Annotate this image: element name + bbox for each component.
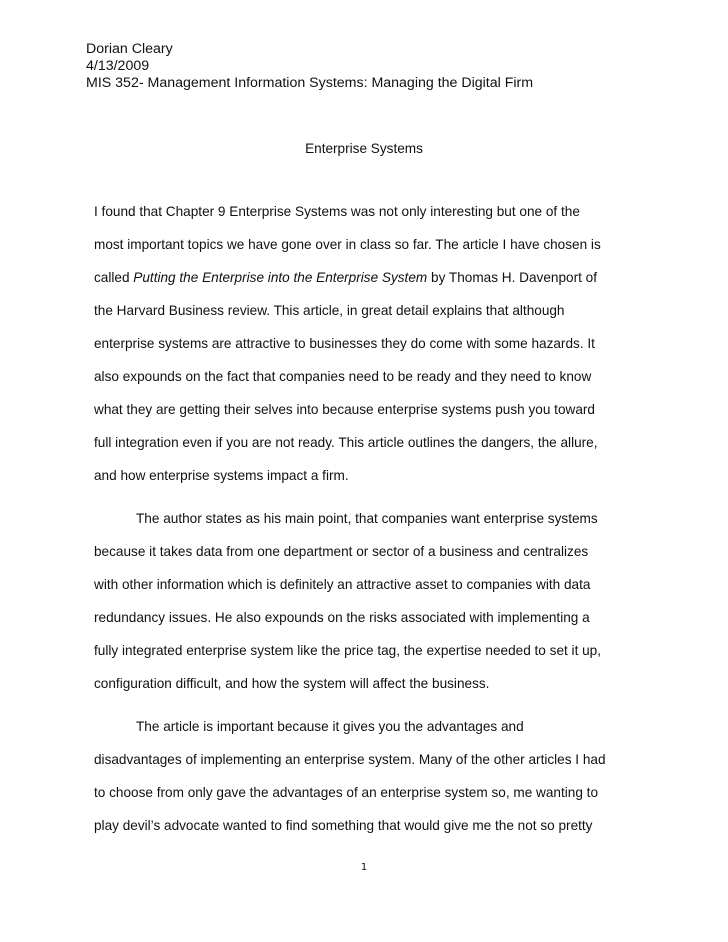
paragraph-1-line-6: also expounds on the fact that companies need to be ready and they need to know bbox=[94, 369, 592, 384]
paragraph-3-line-4: play devil’s advocate wanted to find something that would give me the not so pretty bbox=[94, 818, 593, 833]
paragraph-2-line-6: configuration difficult, and how the system will affect the business. bbox=[94, 676, 490, 691]
paragraph-2-line-5: fully integrated enterprise system like the price tag, the expertise needed to set it up, bbox=[94, 643, 602, 658]
line-text-before: called bbox=[94, 270, 134, 285]
paragraph-3-line-1: The article is important because it gives you the advantages and bbox=[136, 719, 524, 734]
paragraph-1-line-4: the Harvard Business review. This article, in great detail explains that although bbox=[94, 303, 565, 318]
paragraph-2-line-1: The author states as his main point, that companies want enterprise systems bbox=[136, 511, 598, 526]
line-text-after: by Thomas H. Davenport of bbox=[427, 270, 597, 285]
course-title: MIS 352- Management Information Systems: Managing the Digital Firm bbox=[86, 75, 534, 91]
document-header bbox=[86, 41, 533, 92]
paragraph-3-line-3: to choose from only gave the advantages of an enterprise system so, me wanting to bbox=[94, 785, 599, 800]
paragraph-1-line-1: I found that Chapter 9 Enterprise Systems was not only interesting but one of the bbox=[94, 204, 580, 219]
paragraph-1-line-3 bbox=[94, 269, 597, 287]
author-name: Dorian Cleary bbox=[86, 41, 173, 57]
paragraph-1-line-7: what they are getting their selves into because enterprise systems push you toward bbox=[94, 402, 595, 417]
document-date: 4/13/2009 bbox=[86, 58, 150, 74]
paragraph-2-line-2: because it takes data from one department or sector of a business and centralizes bbox=[94, 544, 589, 559]
paragraph-2-line-4: redundancy issues. He also expounds on the risks associated with implementing a bbox=[94, 610, 590, 625]
paragraph-1-line-8: full integration even if you are not ready. This article outlines the dangers, the allure, bbox=[94, 435, 598, 450]
document-title: Enterprise Systems bbox=[305, 141, 423, 156]
paragraph-3-line-2: disadvantages of implementing an enterprise system. Many of the other articles I had bbox=[94, 752, 606, 767]
paragraph-1-line-5: enterprise systems are attractive to businesses they do come with some hazards. It bbox=[94, 336, 595, 351]
paragraph-2-line-3: with other information which is definitely an attractive asset to companies with data bbox=[94, 577, 591, 592]
page-number: 1 bbox=[360, 862, 368, 873]
article-title-italic: Putting the Enterprise into the Enterprise System bbox=[133, 270, 428, 285]
paragraph-1-line-9: and how enterprise systems impact a firm. bbox=[94, 468, 349, 483]
paragraph-1-line-2: most important topics we have gone over in class so far. The article I have chosen is bbox=[94, 237, 601, 252]
